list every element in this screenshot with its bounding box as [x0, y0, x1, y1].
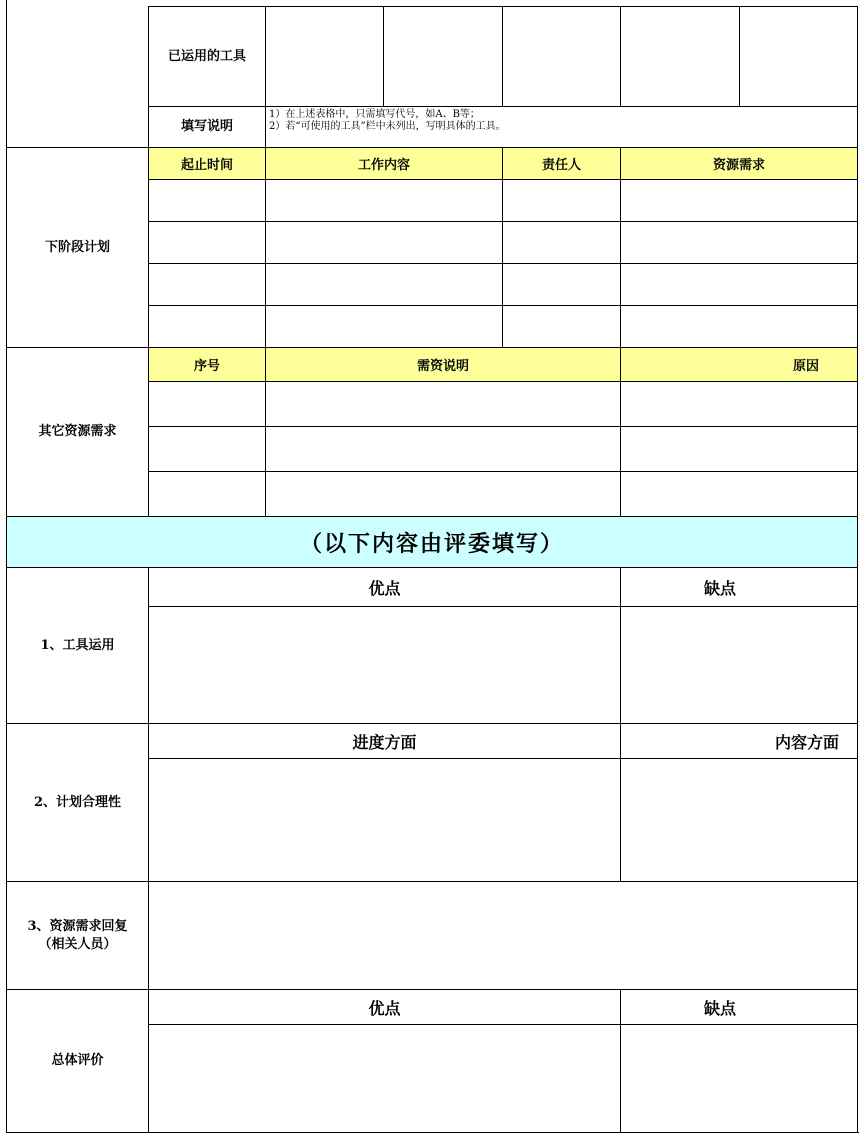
header-serial-number: 序号 [148, 347, 266, 382]
plan-row-4-resource[interactable] [620, 305, 858, 348]
content-aspect-header: 内容方面 [620, 723, 858, 759]
plan-row-4-time[interactable] [148, 305, 266, 348]
instructions-text [265, 106, 858, 148]
resource-row-3-description[interactable] [265, 471, 621, 517]
plan-row-3-resource[interactable] [620, 263, 858, 306]
tool-usage-cons-field[interactable] [620, 606, 858, 724]
resource-row-1-reason[interactable] [620, 381, 858, 427]
reviewer-section-banner: （以下内容由评委填写） [6, 516, 858, 568]
overall-cons-field[interactable] [620, 1024, 858, 1133]
plan-row-4-person[interactable] [502, 305, 621, 348]
tool-usage-pros-header: 优点 [148, 567, 621, 607]
header-work-content: 工作内容 [265, 147, 503, 180]
instruction-line-2: 2）若“可使用的工具”栏中未列出，写明具体的工具。 [269, 121, 506, 132]
overall-pros-field[interactable] [148, 1024, 621, 1133]
resource-row-2-description[interactable] [265, 426, 621, 472]
schedule-aspect-header: 进度方面 [148, 723, 621, 759]
next-plan-label: 下阶段计划 [6, 147, 149, 348]
resource-row-2-reason[interactable] [620, 426, 858, 472]
header-responsible-person: 责任人 [502, 147, 621, 180]
resource-reply-field[interactable] [148, 881, 858, 990]
resource-row-3-reason[interactable] [620, 471, 858, 517]
resource-row-1-description[interactable] [265, 381, 621, 427]
used-tools-cell-4[interactable] [620, 6, 740, 107]
instructions-label: 填写说明 [148, 106, 266, 148]
plan-row-2-time[interactable] [148, 221, 266, 264]
plan-row-2-person[interactable] [502, 221, 621, 264]
resource-row-1-number[interactable] [148, 381, 266, 427]
plan-row-3-person[interactable] [502, 263, 621, 306]
overall-evaluation-label: 总体评价 [6, 989, 149, 1133]
plan-row-1-time[interactable] [148, 179, 266, 222]
plan-row-1-person[interactable] [502, 179, 621, 222]
header-resource-description: 需资说明 [265, 347, 621, 382]
overall-cons-header: 缺点 [620, 989, 858, 1025]
used-tools-cell-5[interactable] [739, 6, 858, 107]
plan-reasonableness-label: 2、计划合理性 [6, 723, 149, 882]
resource-row-3-number[interactable] [148, 471, 266, 517]
header-reason: 原因 [620, 347, 858, 382]
header-start-end-time: 起止时间 [148, 147, 266, 180]
resource-reply-label-line2: （相关人员） [38, 936, 117, 952]
used-tools-cell-2[interactable] [383, 6, 503, 107]
overall-pros-header: 优点 [148, 989, 621, 1025]
resource-reply-label-line1: 3、资源需求回复 [27, 918, 128, 934]
plan-row-1-content[interactable] [265, 179, 503, 222]
plan-row-4-content[interactable] [265, 305, 503, 348]
plan-row-3-time[interactable] [148, 263, 266, 306]
tool-usage-label: 1、工具运用 [6, 567, 149, 724]
plan-row-2-content[interactable] [265, 221, 503, 264]
header-resource-needs: 资源需求 [620, 147, 858, 180]
tool-usage-cons-header: 缺点 [620, 567, 858, 607]
resource-row-2-number[interactable] [148, 426, 266, 472]
used-tools-cell-1[interactable] [265, 6, 384, 107]
other-resources-label: 其它资源需求 [6, 347, 149, 517]
tool-usage-pros-field[interactable] [148, 606, 621, 724]
content-aspect-field[interactable] [620, 758, 858, 882]
plan-row-3-content[interactable] [265, 263, 503, 306]
instruction-line-1: 1）在上述表格中，只需填写代号，如A、B等； [269, 109, 480, 120]
used-tools-label: 已运用的工具 [148, 6, 266, 107]
schedule-aspect-field[interactable] [148, 758, 621, 882]
used-tools-cell-3[interactable] [502, 6, 621, 107]
resource-reply-label [6, 881, 149, 990]
plan-row-2-resource[interactable] [620, 221, 858, 264]
plan-row-1-resource[interactable] [620, 179, 858, 222]
